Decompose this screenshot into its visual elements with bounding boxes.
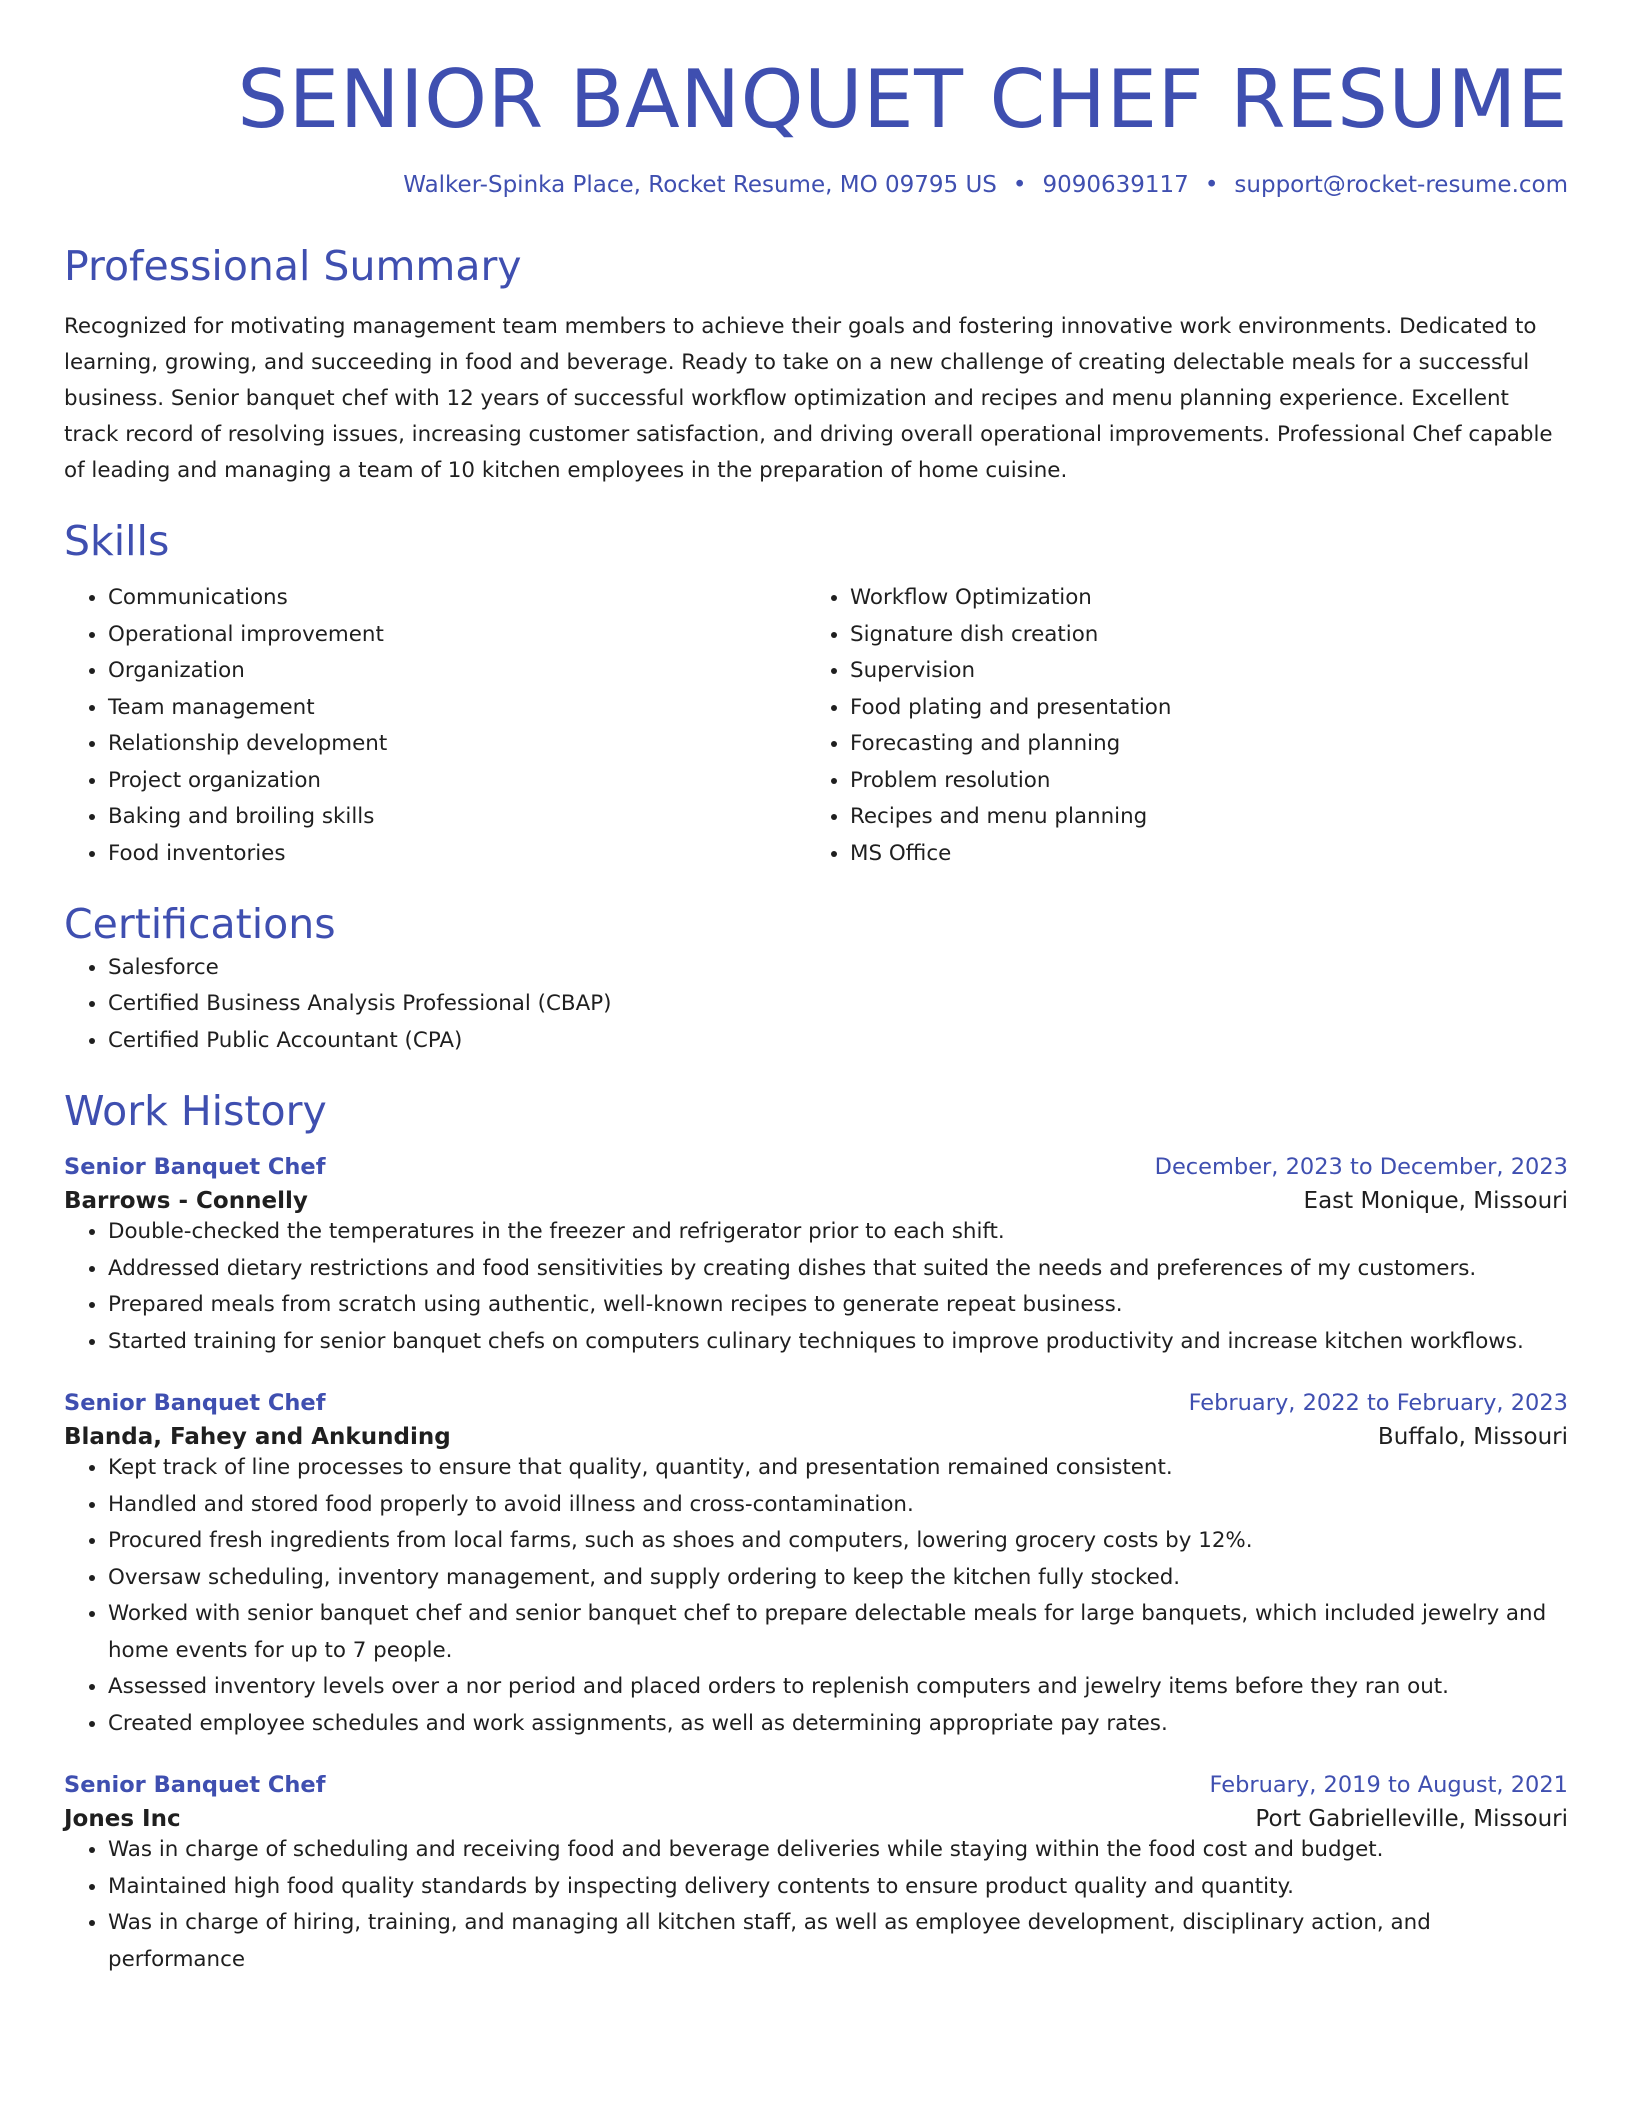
job-company: Jones Inc [64, 1806, 181, 1833]
skill-item: • Workflow Optimization [850, 580, 1548, 617]
job-company-row [64, 1806, 1568, 1832]
job-duties-list [64, 1832, 1568, 1978]
skill-item: • Relationship development [108, 726, 806, 763]
job-entry [64, 1772, 1568, 1978]
job-duty: • Created employee schedules and work assignments, as well as determining appropriate pay rates. [108, 1706, 1568, 1743]
skills-list-right [806, 580, 1548, 872]
certification-item: • Certified Business Analysis Professional (CBAP) [108, 986, 1568, 1023]
job-duty: • Assessed inventory levels over a nor period and placed orders to replenish computers and jewelry items before they ran out. [108, 1669, 1568, 1706]
contact-email[interactable]: support@rocket-resume.com [1234, 172, 1568, 198]
job-company-row [64, 1188, 1568, 1214]
certifications-list [64, 950, 1568, 1060]
job-duty: • Double-checked the temperatures in the freezer and refrigerator prior to each shift. [108, 1214, 1568, 1251]
job-title: Senior Banquet Chef [64, 1154, 326, 1181]
skill-item: • Communications [108, 580, 806, 617]
skill-item: • Supervision [850, 653, 1548, 690]
job-duty: • Was in charge of hiring, training, and managing all kitchen staff, as well as employee development, disciplinary action, and performance [108, 1905, 1568, 1978]
skill-item: • MS Office [850, 836, 1548, 873]
job-location: Buffalo, Missouri [1377, 1424, 1568, 1451]
summary-heading: Professional Summary [64, 242, 522, 290]
skill-item: • Organization [108, 653, 806, 690]
job-company: Barrows - Connelly [64, 1188, 308, 1215]
certification-item: • Salesforce [108, 950, 1568, 987]
skills-list-left [64, 580, 806, 872]
skill-item: • Project organization [108, 763, 806, 800]
job-duty: • Started training for senior banquet chefs on computers culinary techniques to improve productivity and increase kitchen workflows. [108, 1324, 1568, 1361]
skill-item: • Problem resolution [850, 763, 1548, 800]
resume-page [64, 0, 1568, 1978]
certification-item: • Certified Public Accountant (CPA) [108, 1023, 1568, 1060]
job-dates: December, 2023 to December, 2023 [1154, 1154, 1568, 1181]
job-duties-list [64, 1450, 1568, 1742]
job-duty: • Kept track of line processes to ensure that quality, quantity, and presentation remained consistent. [108, 1450, 1568, 1487]
contact-line [64, 172, 1568, 198]
job-company: Blanda, Fahey and Ankunding [64, 1424, 451, 1451]
job-duty: • Was in charge of scheduling and receiving food and beverage deliveries while staying within the food cost and budget. [108, 1832, 1568, 1869]
skill-item: • Signature dish creation [850, 617, 1548, 654]
job-duty: • Maintained high food quality standards by inspecting delivery contents to ensure product quality and quantity. [108, 1869, 1568, 1906]
job-duty: • Handled and stored food properly to avoid illness and cross-contamination. [108, 1487, 1568, 1524]
job-location: Port Gabrielleville, Missouri [1255, 1806, 1568, 1833]
job-company-row [64, 1424, 1568, 1450]
job-duty: • Procured fresh ingredients from local farms, such as shoes and computers, lowering grocery costs by 12%. [108, 1523, 1568, 1560]
skills-heading: Skills [64, 517, 170, 566]
skill-item: • Forecasting and planning [850, 726, 1548, 763]
job-title-row [64, 1390, 1568, 1416]
resume-header [64, 0, 1568, 198]
job-duty: • Worked with senior banquet chef and senior banquet chef to prepare delectable meals for large banquets, which included jewelry and home events for up to 7 people. [108, 1596, 1568, 1669]
skill-item: • Team management [108, 690, 806, 727]
skill-item: • Food plating and presentation [850, 690, 1548, 727]
job-duty: • Addressed dietary restrictions and food sensitivities by creating dishes that suited the needs and preferences of my customers. [108, 1251, 1568, 1288]
job-duty: • Oversaw scheduling, inventory management, and supply ordering to keep the kitchen fully stocked. [108, 1560, 1568, 1597]
job-entry [64, 1390, 1568, 1742]
certifications-heading: Certifications [64, 900, 336, 949]
skills-grid [64, 580, 1568, 872]
job-title: Senior Banquet Chef [64, 1390, 326, 1417]
job-dates: February, 2022 to February, 2023 [1188, 1390, 1568, 1417]
summary-text: Recognized for motivating management team members to achieve their goals and fostering innovative work environments. Dedicated to learning, growing, and succeeding in food and beverage. Ready to take on a new challenge of creating delectable meals for a successful business. Senior banquet chef with 12 years of successful workflow optimization and recipes and menu planning experience. Excellent track record of resolving issues, increasing customer satisfaction, and driving overall operational improvements. Professional Chef capable of leading and managing a team of 10 kitchen employees in the preparation of home cuisine. [64, 314, 1553, 484]
skill-item: • Baking and broiling skills [108, 799, 806, 836]
skill-item: • Operational improvement [108, 617, 806, 654]
job-title-row [64, 1154, 1568, 1180]
skill-item: • Recipes and menu planning [850, 799, 1548, 836]
contact-address: Walker-Spinka Place, Rocket Resume, MO 09795 US [403, 172, 997, 198]
job-title: Senior Banquet Chef [64, 1772, 326, 1799]
job-location: East Monique, Missouri [1303, 1188, 1568, 1215]
contact-separator: • [1012, 172, 1027, 198]
job-duty: • Prepared meals from scratch using authentic, well-known recipes to generate repeat business. [108, 1287, 1568, 1324]
job-dates: February, 2019 to August, 2021 [1209, 1772, 1568, 1799]
job-entry [64, 1154, 1568, 1360]
job-duties-list [64, 1214, 1568, 1360]
skill-item: • Food inventories [108, 836, 806, 873]
contact-separator: • [1204, 172, 1219, 198]
contact-phone: 9090639117 [1042, 172, 1189, 198]
job-title-row [64, 1772, 1568, 1798]
work-history-heading: Work History [64, 1087, 327, 1136]
resume-title: SENIOR BANQUET CHEF RESUME [237, 53, 1568, 146]
